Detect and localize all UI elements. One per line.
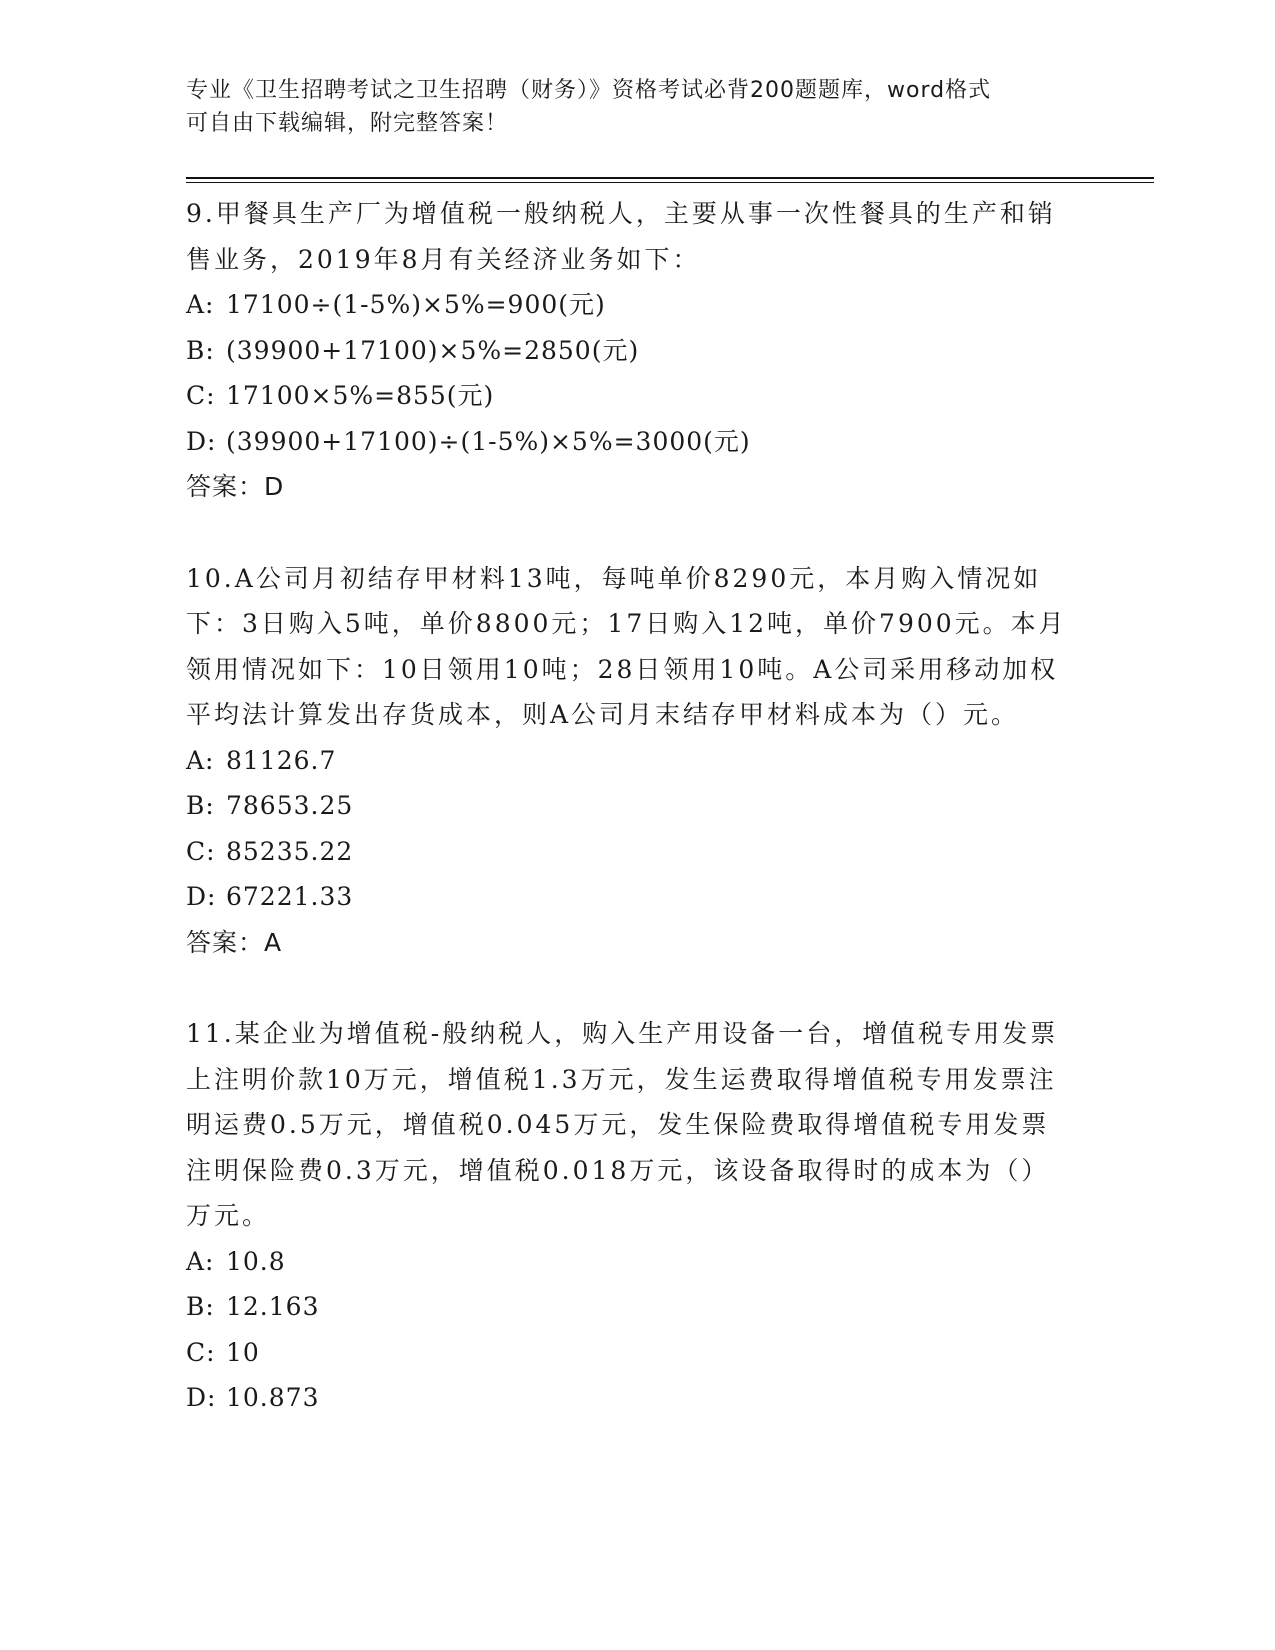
option-d bbox=[186, 419, 1086, 465]
option-c bbox=[186, 829, 1086, 875]
answer-text: 答案：A bbox=[186, 927, 283, 957]
option-value: 17100×5%=855(元) bbox=[226, 381, 495, 410]
question-11 bbox=[186, 1011, 1086, 1421]
option-value: 81126.7 bbox=[226, 745, 337, 775]
option-label: A: bbox=[186, 745, 215, 775]
option-value: 10.873 bbox=[226, 1383, 320, 1412]
option-value: 10 bbox=[226, 1337, 260, 1367]
option-value: 12.163 bbox=[226, 1292, 320, 1321]
option-value: (39900+17100)×5%=2850(元) bbox=[226, 335, 640, 365]
header-rule-thick bbox=[186, 177, 1154, 179]
option-c bbox=[186, 373, 1086, 419]
option-d bbox=[186, 874, 1086, 920]
option-value: 10.8 bbox=[226, 1246, 286, 1276]
option-label: A: bbox=[186, 290, 215, 319]
question-text: 9.甲餐具生产厂为增值税一般纳税人，主要从事一次性餐具的生产和销售业务，2019年8月有关经济业务如下： bbox=[186, 199, 1056, 274]
option-label: D: bbox=[186, 426, 217, 456]
question-text: 10.A公司月初结存甲材料13吨，每吨单价8290元，本月购入情况如下：3日购入5吨，单价8800元；17日购入12吨，单价7900元。本月领用情况如下：10日领用10吨；28日领用10吨。A公司采用移动加权平均法计算发出存货成本，则A公司月末结存甲材料成本为（）元。 bbox=[186, 563, 1067, 729]
option-label: D: bbox=[186, 1383, 217, 1412]
option-b bbox=[186, 1284, 1086, 1330]
option-label: C: bbox=[186, 1337, 216, 1367]
option-label: B: bbox=[186, 1292, 215, 1321]
header-rule-thin bbox=[186, 182, 1154, 183]
question-10 bbox=[186, 556, 1086, 966]
option-a bbox=[186, 282, 1086, 328]
option-value: 78653.25 bbox=[226, 791, 354, 820]
option-label: A: bbox=[186, 1246, 215, 1276]
option-label: D: bbox=[186, 882, 217, 911]
option-a bbox=[186, 1239, 1086, 1285]
option-b bbox=[186, 783, 1086, 829]
option-a bbox=[186, 738, 1086, 784]
header-line-1: 专业《卫生招聘考试之卫生招聘（财务）》资格考试必背200题题库，word格式 bbox=[186, 78, 992, 103]
option-value: 67221.33 bbox=[226, 882, 354, 911]
question-list bbox=[186, 191, 1086, 1467]
option-value: (39900+17100)÷(1-5%)×5%=3000(元) bbox=[226, 426, 751, 456]
answer-text: 答案：D bbox=[186, 472, 285, 501]
option-d bbox=[186, 1375, 1086, 1421]
option-label: C: bbox=[186, 381, 216, 410]
document-header bbox=[186, 74, 1086, 140]
option-b bbox=[186, 328, 1086, 374]
option-value: 85235.22 bbox=[226, 836, 354, 866]
header-line-2: 可自由下载编辑，附完整答案！ bbox=[186, 111, 509, 136]
option-label: B: bbox=[186, 335, 215, 365]
question-9 bbox=[186, 191, 1086, 510]
option-value: 17100÷(1-5%)×5%=900(元) bbox=[226, 290, 606, 319]
option-label: B: bbox=[186, 791, 215, 820]
question-text: 11.某企业为增值税-般纳税人，购入生产用设备一台，增值税专用发票上注明价款10万元，增值税1.3万元，发生运费取得增值税专用发票注明运费0.5万元，增值税0.045万元，发生保险费取得增值税专用发票注明保险费0.3万元，增值税0.018万元，该设备取得时的成本为（）万元。 bbox=[186, 1019, 1059, 1230]
option-label: C: bbox=[186, 836, 216, 866]
option-c bbox=[186, 1330, 1086, 1376]
